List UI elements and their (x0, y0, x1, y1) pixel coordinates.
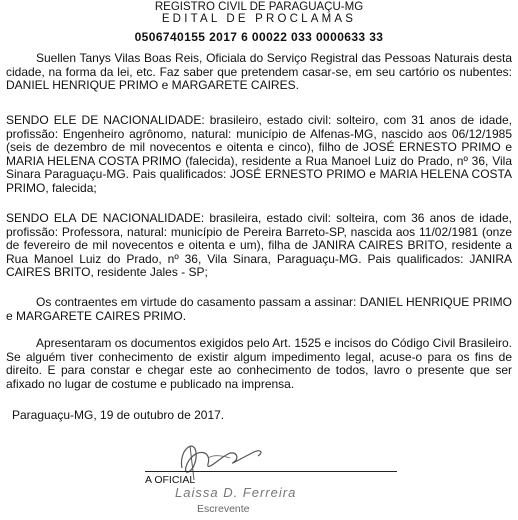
signature-name: Laissa D. Ferreira (175, 485, 297, 500)
registry-heading: REGISTRO CIVIL DE PARAGUAÇU-MG (154, 1, 364, 13)
intro-paragraph: Suellen Tanys Vilas Boas Reis, Oficiala do Serviço Registral das Pessoas Naturais desta cidade, na forma da lei, etc. Faz saber que pretendem casar-se, em seu cartório os nubentes: DANIEL HENRIQUE PRIMO e MARGARETE CAIRES. (6, 51, 512, 93)
groom-paragraph: SENDO ELE DE NACIONALIDADE: brasileiro, estado civil: solteiro, com 31 anos de idade, profissão: Engenheiro agrônomo, natural: município de Alfenas-MG, nascido aos 06/12/1985 (seis de dezembro de mil novecentos e oitenta e cinco), filho de JOSÉ ERNESTO PRIMO e MARIA HELENA COSTA PRIMO (falecida), residente a Rua Manoel Luiz do Prado, nº 36, Vila Sinara Paraguaçu-MG. Pais qualificados: JOSÉ ERNESTO PRIMO e MARIA HELENA COSTA PRIMO, falecida; (6, 113, 512, 195)
signature-role: Escrevente (197, 503, 250, 515)
edital-title: EDITAL DE PROCLAMAS (161, 13, 357, 25)
signature-title: A OFICIAL (145, 474, 196, 486)
bride-paragraph: SENDO ELA DE NACIONALIDADE: brasileira, estado civil: solteira, com 36 anos de idade, profissão: Professora, natural: município de Pereira Barreto-SP, nascida aos 11/02/1981 (onze de fevereiro de mil novecentos e oitenta e um), filha de JANIRA CAIRES BRITO, residente a Rua Manoel Luiz do Prado, nº 36, Vila Sinara, Paraguaçu-MG. Pais qualificados: JANIRA CAIRES BRITO, residente Jales - SP; (6, 211, 512, 280)
documents-paragraph: Apresentaram os documentos exigidos pelo Art. 1525 e incisos do Código Civil Brasileiro. Se alguém tiver conhecimento de existir algum impedimento legal, acuse-o para os fins de direito. E para constar e chegar este ao conhecimento de todos, lavro o presente que ser afixado no lugar de costume e publicado na imprensa. (6, 336, 512, 391)
registry-number: 0506740155 2017 6 00022 033 0000633 33 (134, 30, 384, 44)
names-paragraph: Os contraentes em virtude do casamento passam a assinar: DANIEL HENRIQUE PRIMO e MARGARETE CAIRES PRIMO. (6, 295, 512, 323)
signature-line (145, 471, 397, 472)
place-date: Paraguaçu-MG, 19 de outubro de 2017. (12, 408, 225, 422)
